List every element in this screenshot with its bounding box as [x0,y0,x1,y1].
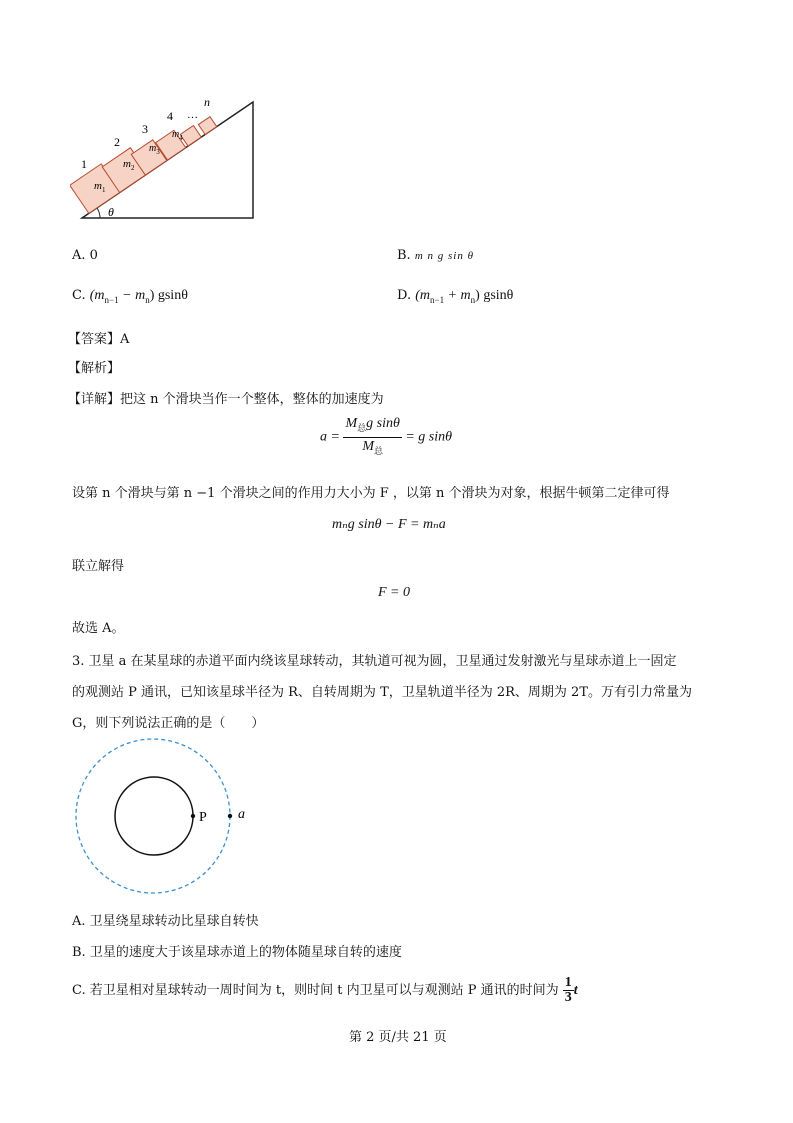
block-6 [198,117,216,135]
mass-label-3: $m_3$ [149,143,160,156]
option-d-formula: $(m_{n-1} + m_n)$ gsinθ [415,288,514,305]
orbit-circle [76,739,230,893]
equation-newton: mₙg sinθ − F = mₙa [332,517,446,532]
satellite-point [228,814,232,818]
option-c-formula: $(m_{n-1} - m_n)$ gsinθ [89,288,188,305]
block-label-1: 1 [81,157,87,171]
angle-arc [97,208,100,218]
station-label: P [199,810,207,825]
joint-solve-line: 联立解得 [72,559,125,574]
option-b-formula: m n g sin θ [414,250,475,262]
option-c [72,288,188,305]
option-d [397,288,513,305]
q3-option-c: C. 若卫星相对星球转动一周时间为 t，则时间 t 内卫星可以与观测站 P 通讯的时间为 $\frac{1}{3}$ t [72,975,578,1005]
force-setup-line: 设第 n 个滑块与第 n −1 个滑块之间的作用力大小为 F ，以第 n 个滑块为对象，根据牛顿第二定律可得 [72,486,670,501]
incline-figure [70,92,270,227]
block-label-dots: … [187,109,198,121]
block-label-n: n [204,95,210,109]
answer-line: 【答案】A [68,332,130,347]
q3-option-a: A. 卫星绕星球转动比星球自转快 [72,914,259,929]
angle-label: θ [108,205,114,219]
planet-circle [115,777,193,855]
q3-line-1: 3. 卫星 a 在某星球的赤道平面内绕该星球转动，其轨道可视为圆，卫星通过发射激光与星球赤道上一固定 [72,654,677,669]
orbit-figure [72,738,262,898]
q3-option-b: B. 卫星的速度大于该星球赤道上的物体随星球自转的速度 [72,945,402,960]
option-d-label: D. [397,288,412,303]
mass-label-2: $m_2$ [123,158,135,172]
option-b [397,248,474,263]
block-label-2: 2 [114,135,120,149]
option-c-label: C. [72,288,86,303]
equation-acceleration: a = $\frac{M_总g \sin\theta}{M_总}$ = g sinθ [320,416,453,456]
detail-line: 【详解】把这 n 个滑块当作一个整体，整体的加速度为 [68,392,384,407]
mass-label-4: $m_4$ [172,129,183,142]
block-5 [180,126,201,147]
block-label-3: 3 [142,122,148,136]
conclusion-line: 故选 A。 [72,621,125,636]
one-third-fraction: $\frac{1}{3}$ [564,975,572,1005]
page-footer: 第 2 页/共 21 页 [349,1030,447,1045]
block-label-4: 4 [167,109,173,123]
analysis-heading: 【解析】 [68,361,121,376]
station-point [191,814,195,818]
q3-line-3: G，则下列说法正确的是（ ） [72,716,265,731]
mass-label-1: $m_1$ [94,180,106,194]
satellite-label: a [238,807,245,822]
option-b-label: B. [397,248,411,263]
option-a: A. 0 [72,248,98,263]
equation-result: F = 0 [378,585,410,600]
q3-line-2: 的观测站 P 通讯，已知该星球半径为 R、自转周期为 T，卫星轨道半径为 2R、周期为 2T。万有引力常量为 [72,685,693,700]
